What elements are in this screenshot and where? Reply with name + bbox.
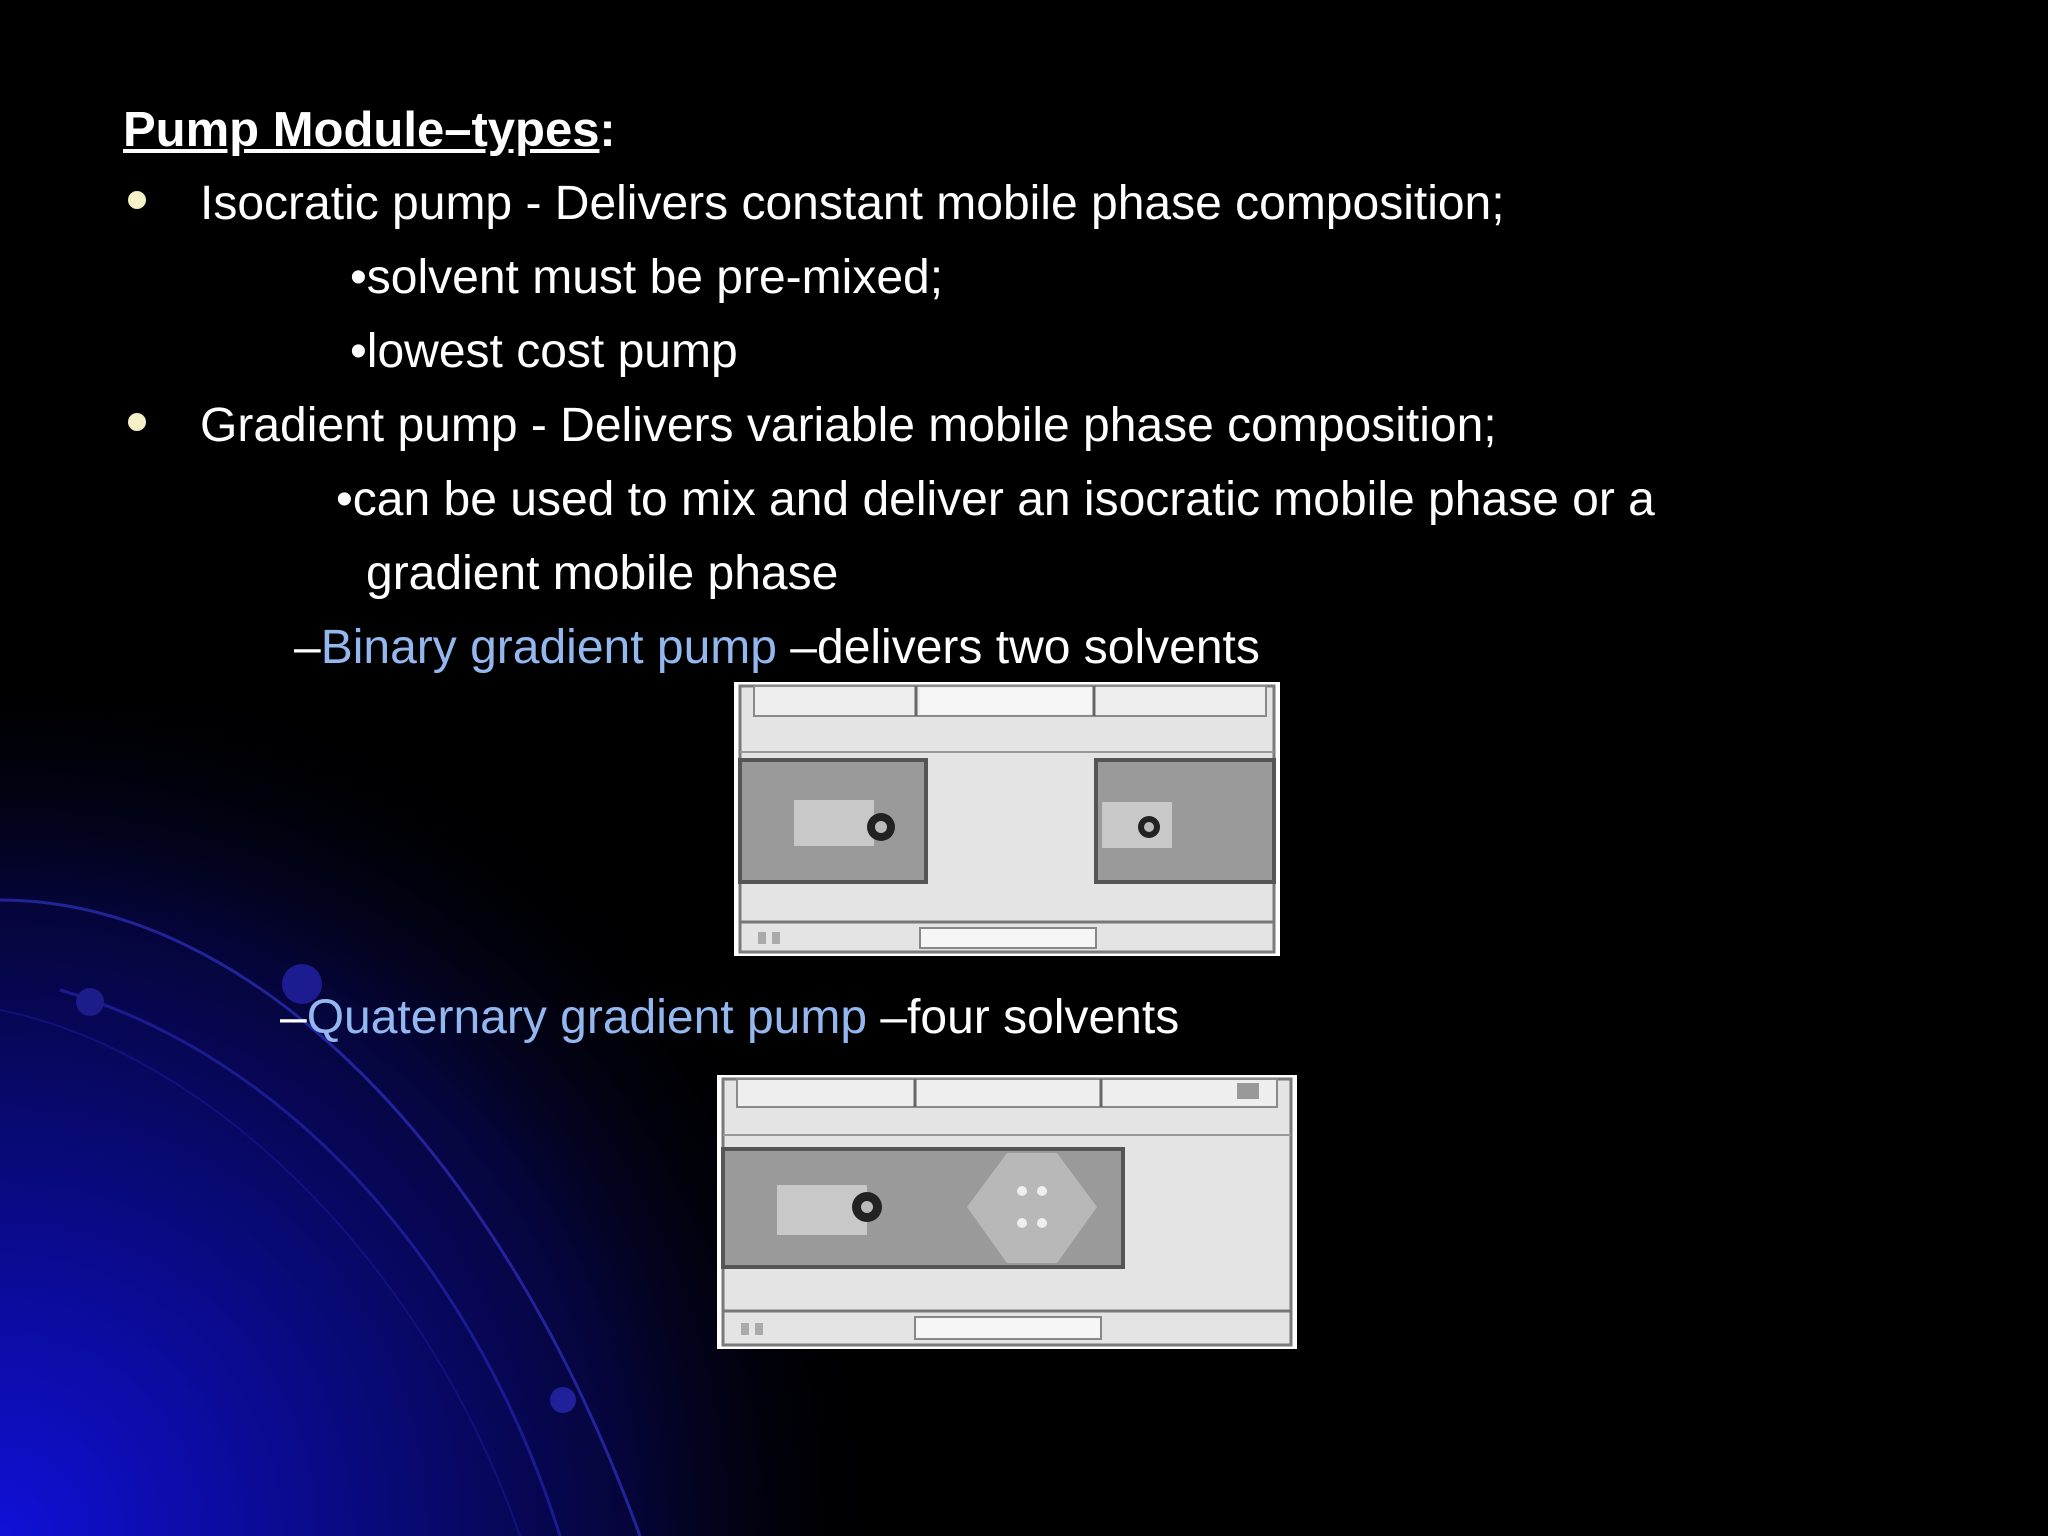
binary-pump-desc: –delivers two solvents <box>776 621 1260 674</box>
quaternary-prefix: – <box>280 991 307 1044</box>
title-text: Pump Module–types <box>123 103 600 157</box>
title-colon: : <box>599 104 616 157</box>
quaternary-pump-name: Quaternary gradient pump <box>306 991 868 1044</box>
sub-item-mix-deliver: •can be used to mix and deliver an isocratic mobile phase or a <box>336 473 1655 526</box>
bullet-dot-icon <box>128 413 146 431</box>
binary-pump-illustration-icon <box>734 682 1280 956</box>
bullet-gradient: Gradient pump - Delivers variable mobile phase composition; <box>200 399 1497 452</box>
binary-prefix: – <box>294 621 321 674</box>
sub-item-lowest-cost: •lowest cost pump <box>350 325 738 378</box>
quaternary-pump-desc: –four solvents <box>867 991 1180 1044</box>
quaternary-pump-illustration-icon <box>717 1075 1297 1349</box>
slide-title <box>123 100 615 161</box>
quaternary-pump-line <box>280 988 1179 1048</box>
bullet-isocratic: Isocratic pump - Delivers constant mobile phase composition; <box>200 177 1505 230</box>
sub-item-premixed: •solvent must be pre-mixed; <box>350 251 944 304</box>
bullet-dot-icon <box>128 191 146 209</box>
binary-pump-line <box>294 618 1260 678</box>
sub-item-gradient-phase: gradient mobile phase <box>366 547 839 600</box>
binary-pump-name: Binary gradient pump <box>320 621 777 674</box>
